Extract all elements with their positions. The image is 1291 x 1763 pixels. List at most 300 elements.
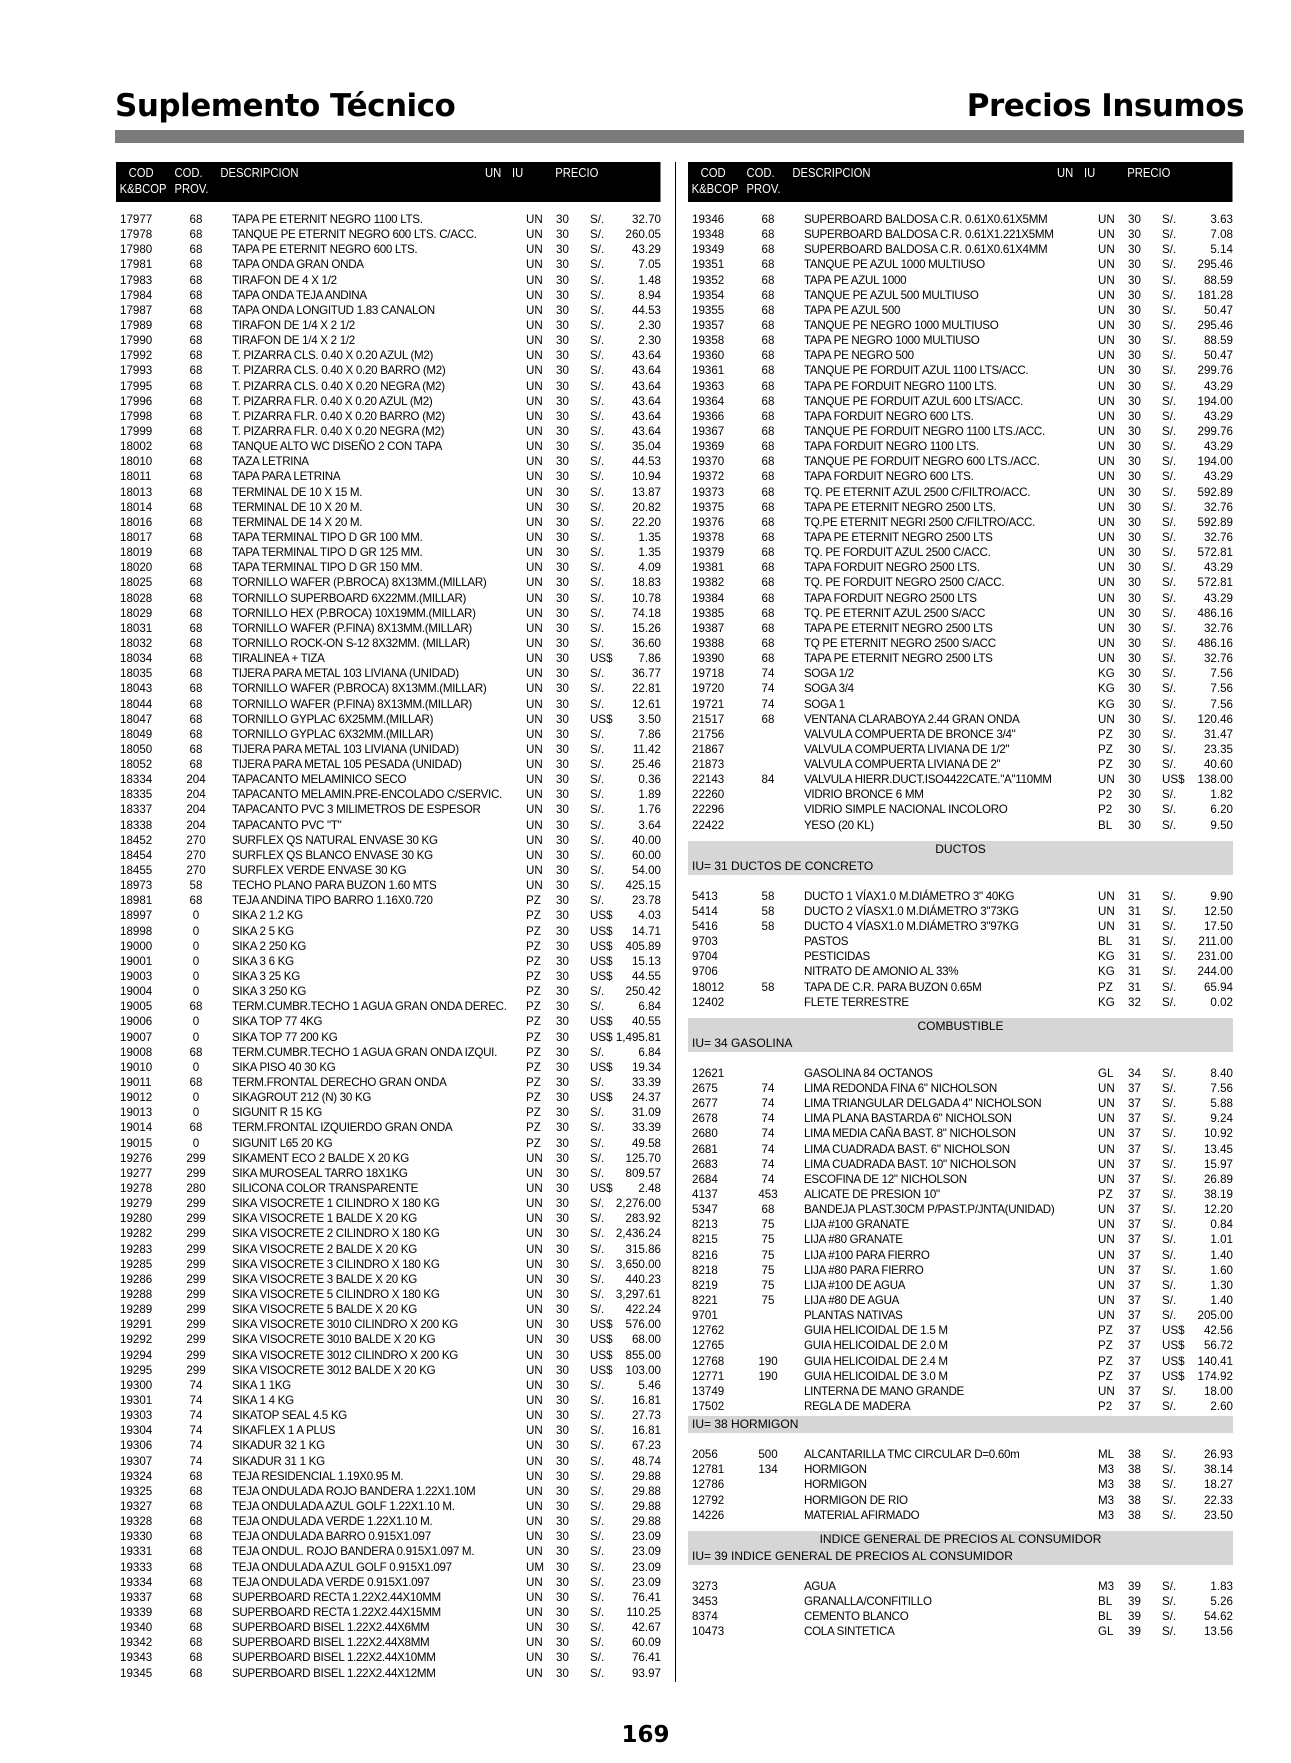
precio-cell: 174.92: [1197, 1369, 1233, 1383]
table-row: [116, 1499, 661, 1514]
currency-cell: S/.: [1162, 727, 1177, 741]
currency-cell: US$: [590, 954, 613, 968]
unit-cell: UN: [1098, 394, 1115, 408]
descripcion-cell: TAPACANTO PVC "T": [232, 818, 342, 832]
currency-cell: S/.: [590, 1151, 605, 1165]
table-row: [116, 1136, 661, 1151]
cod-prov-cell: 68: [189, 1121, 203, 1135]
unit-cell: UN: [526, 470, 543, 484]
cod-kbcop-cell: 19334: [120, 1575, 153, 1589]
iu-cell: 30: [1128, 576, 1141, 590]
precio-cell: 18.27: [1203, 1478, 1233, 1492]
unit-cell: UN: [526, 1287, 543, 1301]
iu-cell: 30: [1128, 485, 1141, 499]
descripcion-cell: VALVULA COMPUERTA LIVIANA DE 2": [804, 758, 1001, 772]
cod-kbcop-cell: 14226: [692, 1508, 725, 1522]
unit-cell: UN: [526, 1378, 543, 1392]
iu-cell: 30: [1128, 258, 1141, 272]
cod-kbcop-cell: 21867: [692, 742, 725, 756]
unit-cell: UN: [1098, 920, 1115, 934]
descripcion-cell: SIKA 2 250 KG: [232, 939, 307, 953]
precio-cell: 32.76: [1203, 621, 1233, 635]
iu-cell: 30: [1128, 288, 1141, 302]
unit-cell: UN: [1098, 1097, 1115, 1111]
currency-cell: US$: [590, 1030, 613, 1044]
iu-cell: 37: [1128, 1248, 1141, 1262]
precio-cell: 244.00: [1197, 965, 1233, 979]
table-row: [688, 273, 1233, 288]
table-row: [116, 1666, 661, 1681]
cod-prov-cell: 68: [189, 1651, 203, 1665]
currency-cell: S/.: [590, 697, 605, 711]
unit-cell: UN: [1098, 1384, 1115, 1398]
table-row: [688, 772, 1233, 787]
cod-prov-cell: 299: [186, 1318, 206, 1332]
cod-prov-cell: 204: [186, 773, 206, 787]
cod-prov-cell: 75: [761, 1278, 775, 1292]
unit-cell: UN: [526, 682, 543, 696]
descripcion-cell: PESTICIDAS: [804, 950, 870, 964]
cod-prov-cell: 74: [761, 1097, 775, 1111]
cod-prov-cell: 0: [192, 1060, 200, 1074]
cod-kbcop-cell: 9704: [692, 950, 718, 964]
iu-cell: 38: [1128, 1463, 1141, 1477]
iu-cell: 30: [556, 1000, 569, 1014]
currency-cell: S/.: [1162, 1625, 1177, 1639]
cod-prov-cell: 68: [189, 379, 203, 393]
iu-cell: 37: [1128, 1172, 1141, 1186]
table-row: [116, 1287, 661, 1302]
descripcion-cell: TEJA ONDULADA ROJO BANDERA 1.22X1.10M: [232, 1484, 476, 1498]
currency-cell: US$: [590, 1363, 613, 1377]
precio-cell: 18.00: [1203, 1384, 1233, 1398]
cod-prov-cell: 68: [761, 591, 775, 605]
cod-kbcop-cell: 19369: [692, 440, 725, 454]
currency-cell: S/.: [1162, 485, 1177, 499]
table-row: [116, 742, 661, 757]
precio-cell: 572.81: [1197, 546, 1233, 560]
precio-cell: 22.81: [631, 682, 661, 696]
currency-cell: S/.: [1162, 591, 1177, 605]
iu-cell: 30: [556, 803, 569, 817]
unit-cell: UN: [1098, 515, 1115, 529]
iu-cell: 30: [556, 985, 569, 999]
cod-kbcop-cell: 19375: [692, 500, 725, 514]
precio-cell: 315.86: [625, 1242, 661, 1256]
iu-cell: 30: [556, 1393, 569, 1407]
iu-cell: 30: [1128, 712, 1141, 726]
unit-cell: UN: [1098, 318, 1115, 332]
cod-kbcop-cell: 10473: [692, 1625, 725, 1639]
unit-cell: UN: [1098, 773, 1115, 787]
descripcion-cell: T. PIZARRA FLR. 0.40 X 0.20 AZUL (M2): [232, 394, 433, 408]
cod-prov-cell: 280: [186, 1182, 206, 1195]
iu-cell: 30: [556, 788, 569, 802]
currency-cell: S/.: [1162, 1142, 1177, 1156]
table-row: [688, 621, 1233, 636]
precio-cell: 5.26: [1210, 1594, 1233, 1608]
cod-kbcop-cell: 2683: [692, 1157, 718, 1171]
table-row: [688, 889, 1233, 904]
currency-cell: S/.: [1162, 1463, 1177, 1477]
cod-kbcop-cell: 18020: [120, 561, 153, 575]
cod-prov-cell: 299: [186, 1242, 206, 1256]
iu-cell: 30: [556, 530, 569, 544]
cod-kbcop-cell: 18047: [120, 712, 153, 726]
iu-cell: 30: [1128, 424, 1141, 438]
currency-cell: S/.: [1162, 1218, 1177, 1232]
cod-prov-cell: 68: [189, 1560, 203, 1574]
descripcion-cell: TORNILLO WAFER (P.FINA) 8X13MM.(MILLAR): [232, 621, 472, 635]
unit-cell: UN: [526, 727, 543, 741]
table-row: [688, 1096, 1233, 1111]
iu-cell: 30: [1128, 652, 1141, 666]
currency-cell: S/.: [590, 1212, 605, 1226]
table-row: [116, 606, 661, 621]
cod-prov-cell: 75: [761, 1218, 775, 1232]
cod-kbcop-cell: 19303: [120, 1409, 153, 1423]
unit-cell: UN: [526, 1348, 543, 1362]
precio-cell: 19.34: [631, 1060, 661, 1074]
iu-cell: 30: [556, 652, 569, 666]
precio-cell: 31.09: [631, 1106, 661, 1120]
unit-cell: UN: [526, 546, 543, 560]
currency-cell: S/.: [590, 1636, 605, 1650]
cod-prov-cell: 270: [186, 833, 206, 847]
table-row: [688, 500, 1233, 515]
table-row: [116, 394, 661, 409]
currency-cell: S/.: [590, 1393, 605, 1407]
descripcion-cell: TORNILLO WAFER (P.BROCA) 8X13MM.(MILLAR): [232, 682, 487, 696]
table-row: [688, 227, 1233, 242]
unit-cell: UN: [526, 788, 543, 802]
iu-cell: 30: [556, 364, 569, 378]
table-row: [116, 469, 661, 484]
cod-prov-cell: 68: [761, 228, 775, 242]
cod-prov-cell: 68: [761, 213, 775, 226]
cod-prov-cell: 68: [189, 606, 203, 620]
unit-cell: UN: [526, 1212, 543, 1226]
cod-prov-cell: 74: [761, 1157, 775, 1171]
currency-cell: S/.: [590, 576, 605, 590]
unit-cell: UN: [1098, 1309, 1115, 1323]
cod-prov-cell: 299: [186, 1227, 206, 1241]
precio-cell: 110.25: [626, 1605, 661, 1619]
descripcion-cell: TQ PE ETERNIT NEGRO 2500 S/ACC: [804, 636, 996, 650]
descripcion-cell: HORMIGON: [804, 1463, 867, 1477]
cod-kbcop-cell: 19007: [120, 1030, 153, 1044]
descripcion-cell: DUCTO 1 VÍAX1.0 M.DIÁMETRO 3" 40KG: [804, 889, 1015, 903]
precio-cell: 2.48: [638, 1182, 661, 1195]
cod-prov-cell: 68: [189, 515, 203, 529]
unit-cell: UN: [526, 243, 543, 257]
descripcion-cell: LIJA #100 PARA FIERRO: [804, 1248, 930, 1262]
precio-cell: 3.50: [638, 712, 661, 726]
precio-cell: 74.18: [631, 606, 661, 620]
descripcion-cell: TAPA PE ETERNIT NEGRO 2500 LTS.: [804, 500, 996, 514]
cod-prov-cell: 68: [189, 682, 203, 696]
precio-cell: 231.00: [1197, 950, 1233, 964]
cod-kbcop-cell: 18029: [120, 606, 153, 620]
descripcion-cell: SIKA VISOCRETE 3012 CILINDRO X 200 KG: [232, 1348, 459, 1362]
descripcion-cell: SOGA 3/4: [804, 682, 854, 696]
precio-cell: 3,297.61: [615, 1287, 661, 1301]
iu-cell: 30: [556, 1666, 569, 1680]
table-row: [688, 818, 1233, 833]
iu-cell: 31: [1128, 965, 1141, 979]
descripcion-cell: DUCTO 2 VÍASX1.0 M.DIÁMETRO 3"73KG: [804, 904, 1019, 918]
precio-cell: 44.53: [631, 303, 661, 317]
table-row: [688, 530, 1233, 545]
column-divider: [675, 162, 676, 1682]
iu-cell: 30: [1128, 561, 1141, 575]
descripcion-cell: SIKADUR 31 1 KG: [232, 1454, 325, 1468]
table-row: [688, 469, 1233, 484]
table-row: [688, 802, 1233, 817]
iu-cell: 30: [1128, 243, 1141, 257]
precio-cell: 9.90: [1210, 889, 1233, 903]
unit-cell: KG: [1098, 667, 1115, 681]
cod-kbcop-cell: 19373: [692, 485, 725, 499]
cod-kbcop-cell: 19354: [692, 288, 725, 302]
currency-cell: S/.: [1162, 440, 1177, 454]
cod-kbcop-cell: 19366: [692, 409, 725, 423]
iu-cell: 30: [1128, 364, 1141, 378]
table-row: [688, 409, 1233, 424]
iu-cell: 30: [556, 243, 569, 257]
precio-cell: 32.76: [1203, 500, 1233, 514]
table-row: [116, 1242, 661, 1257]
iu-cell: 30: [556, 576, 569, 590]
descripcion-cell: LIJA #80 GRANATE: [804, 1233, 903, 1247]
precio-cell: 13.45: [1203, 1142, 1233, 1156]
cod-kbcop-cell: 19325: [120, 1484, 153, 1498]
cod-prov-cell: 190: [758, 1354, 778, 1368]
cod-kbcop-cell: 8374: [692, 1610, 718, 1624]
iu-cell: 30: [556, 1651, 569, 1665]
cod-prov-cell: 68: [761, 530, 775, 544]
currency-cell: S/.: [1162, 980, 1177, 994]
header-precio: PRECIO: [555, 166, 599, 180]
descripcion-cell: TAPA PE FORDUIT NEGRO 1100 LTS.: [804, 379, 997, 393]
table-row: [116, 727, 661, 742]
currency-cell: US$: [590, 1182, 613, 1195]
iu-cell: 30: [556, 409, 569, 423]
cod-kbcop-cell: 18010: [120, 455, 153, 469]
cod-prov-cell: 68: [761, 606, 775, 620]
iu-cell: 38: [1128, 1493, 1141, 1507]
cod-prov-cell: 84: [761, 773, 775, 787]
section-subtitle: IU= 38 HORMIGON: [688, 1416, 1233, 1433]
currency-cell: S/.: [1162, 621, 1177, 635]
currency-cell: S/.: [590, 243, 605, 257]
table-row: [688, 1579, 1233, 1594]
header-cod-prov: COD.: [746, 166, 775, 180]
cod-prov-cell: 500: [758, 1448, 778, 1462]
currency-cell: S/.: [590, 546, 605, 560]
currency-cell: S/.: [1162, 1278, 1177, 1292]
unit-cell: UN: [1098, 213, 1115, 226]
unit-cell: UN: [526, 1363, 543, 1377]
cod-prov-cell: 0: [192, 1106, 200, 1120]
cod-kbcop-cell: 19292: [120, 1333, 153, 1347]
descripcion-cell: TANQUE PE ETERNIT NEGRO 600 LTS. C/ACC.: [232, 228, 477, 242]
precio-cell: 486.16: [1197, 606, 1233, 620]
unit-cell: UN: [526, 515, 543, 529]
currency-cell: S/.: [590, 318, 605, 332]
currency-cell: S/.: [1162, 561, 1177, 575]
descripcion-cell: TAPA TERMINAL TIPO D GR 125 MM.: [232, 546, 423, 560]
cod-prov-cell: 74: [761, 1172, 775, 1186]
descripcion-cell: AGUA: [804, 1579, 836, 1593]
unit-cell: UN: [526, 1257, 543, 1271]
iu-cell: 30: [556, 1545, 569, 1559]
cod-kbcop-cell: 18031: [120, 621, 153, 635]
table-row: [688, 485, 1233, 500]
unit-cell: UN: [526, 1424, 543, 1438]
precio-cell: 1.35: [638, 530, 661, 544]
cod-prov-cell: 299: [186, 1151, 206, 1165]
table-row: [688, 934, 1233, 949]
descripcion-cell: GUIA HELICOIDAL DE 1.5 M: [804, 1324, 948, 1338]
unit-cell: P2: [1098, 1399, 1113, 1413]
descripcion-cell: REGLA DE MADERA: [804, 1399, 911, 1413]
table-row: [688, 1263, 1233, 1278]
unit-cell: UM: [526, 1560, 545, 1574]
descripcion-cell: TAPA FORDUIT NEGRO 1100 LTS.: [804, 440, 979, 454]
iu-cell: 30: [1128, 667, 1141, 681]
precio-cell: 2.30: [638, 334, 661, 348]
table-row: [116, 1105, 661, 1120]
iu-cell: 30: [556, 1363, 569, 1377]
unit-cell: UN: [1098, 904, 1115, 918]
unit-cell: UN: [1098, 485, 1115, 499]
cod-prov-cell: 68: [189, 894, 203, 908]
cod-kbcop-cell: 19337: [120, 1590, 153, 1604]
unit-cell: UN: [526, 334, 543, 348]
unit-cell: UN: [1098, 440, 1115, 454]
table-row: [116, 1226, 661, 1241]
currency-cell: S/.: [590, 530, 605, 544]
cod-kbcop-cell: 17989: [120, 318, 153, 332]
currency-cell: S/.: [1162, 667, 1177, 681]
unit-cell: UN: [526, 636, 543, 650]
cod-kbcop-cell: 19280: [120, 1212, 153, 1226]
precio-cell: 13.87: [631, 485, 661, 499]
iu-cell: 30: [556, 1287, 569, 1301]
descripcion-cell: TANQUE PE AZUL 1000 MULTIUSO: [804, 258, 985, 272]
cod-prov-cell: 299: [186, 1363, 206, 1377]
table-row: [688, 257, 1233, 272]
descripcion-cell: TAPACANTO MELAMIN.PRE-ENCOLADO C/SERVIC.: [232, 788, 502, 802]
iu-cell: 31: [1128, 980, 1141, 994]
precio-cell: 50.47: [1203, 303, 1233, 317]
iu-cell: 30: [1128, 788, 1141, 802]
precio-cell: 23.09: [631, 1545, 661, 1559]
precio-cell: 299.76: [1197, 364, 1233, 378]
currency-cell: S/.: [590, 864, 605, 878]
table-row: [688, 394, 1233, 409]
cod-prov-cell: 68: [189, 1484, 203, 1498]
unit-cell: UN: [526, 803, 543, 817]
descripcion-cell: SUPERBOARD BISEL 1.22X2.44X10MM: [232, 1651, 436, 1665]
currency-cell: S/.: [1162, 394, 1177, 408]
cod-prov-cell: 68: [761, 1203, 775, 1217]
descripcion-cell: TANQUE PE FORDUIT AZUL 1100 LTS/ACC.: [804, 364, 1029, 378]
unit-cell: P2: [1098, 788, 1113, 802]
precio-cell: 44.53: [631, 455, 661, 469]
table-row: [116, 363, 661, 378]
cod-kbcop-cell: 12792: [692, 1493, 725, 1507]
unit-cell: UN: [1098, 424, 1115, 438]
cod-prov-cell: 68: [189, 530, 203, 544]
unit-cell: UN: [526, 697, 543, 711]
descripcion-cell: FLETE TERRESTRE: [804, 995, 909, 1009]
unit-cell: PZ: [1098, 758, 1113, 772]
cod-kbcop-cell: 22422: [692, 818, 725, 832]
descripcion-cell: TERM.CUMBR.TECHO 1 AGUA GRAN ONDA DEREC.: [232, 1000, 507, 1014]
descripcion-cell: TAPACANTO MELAMINICO SECO: [232, 773, 407, 787]
currency-cell: US$: [590, 939, 613, 953]
precio-cell: 211.00: [1198, 935, 1233, 949]
unit-cell: PZ: [1098, 980, 1113, 994]
table-row: [688, 515, 1233, 530]
currency-cell: S/.: [590, 364, 605, 378]
unit-cell: UN: [526, 349, 543, 363]
cod-kbcop-cell: 17978: [120, 228, 153, 242]
cod-prov-cell: 68: [189, 742, 203, 756]
iu-cell: 38: [1128, 1448, 1141, 1462]
cod-kbcop-cell: 19378: [692, 530, 725, 544]
descripcion-cell: SIKA 3 250 KG: [232, 985, 307, 999]
iu-cell: 30: [556, 864, 569, 878]
unit-cell: PZ: [1098, 1354, 1113, 1368]
currency-cell: S/.: [590, 1045, 605, 1059]
precio-cell: 440.23: [625, 1272, 661, 1286]
table-row: [688, 1157, 1233, 1172]
cod-prov-cell: 68: [761, 515, 775, 529]
descripcion-cell: T. PIZARRA FLR. 0.40 X 0.20 BARRO (M2): [232, 409, 445, 423]
unit-cell: M3: [1098, 1508, 1115, 1522]
descripcion-cell: SUPERBOARD RECTA 1.22X2.44X10MM: [232, 1590, 441, 1604]
unit-cell: UN: [1098, 364, 1115, 378]
currency-cell: S/.: [590, 727, 605, 741]
cod-kbcop-cell: 19276: [120, 1151, 153, 1165]
table-row: [116, 984, 661, 999]
unit-cell: UN: [1098, 303, 1115, 317]
table-row: [688, 348, 1233, 363]
table-row: [116, 1075, 661, 1090]
precio-cell: 10.92: [1203, 1127, 1233, 1141]
unit-cell: UN: [1098, 334, 1115, 348]
cod-kbcop-cell: 19387: [692, 621, 725, 635]
cod-kbcop-cell: 17999: [120, 424, 153, 438]
cod-kbcop-cell: 19294: [120, 1348, 153, 1362]
unit-cell: UN: [526, 742, 543, 756]
cod-kbcop-cell: 19349: [692, 243, 725, 257]
currency-cell: S/.: [590, 894, 605, 908]
cod-kbcop-cell: 18338: [120, 818, 153, 832]
cod-kbcop-cell: 18997: [120, 909, 153, 923]
table-row: [688, 1308, 1233, 1323]
cod-prov-cell: 68: [189, 697, 203, 711]
precio-cell: 11.42: [632, 742, 661, 756]
iu-cell: 38: [1128, 1508, 1141, 1522]
cod-prov-cell: 68: [761, 636, 775, 650]
precio-cell: 10.94: [631, 470, 661, 484]
iu-cell: 30: [556, 1636, 569, 1650]
cod-prov-cell: 74: [761, 1082, 775, 1096]
